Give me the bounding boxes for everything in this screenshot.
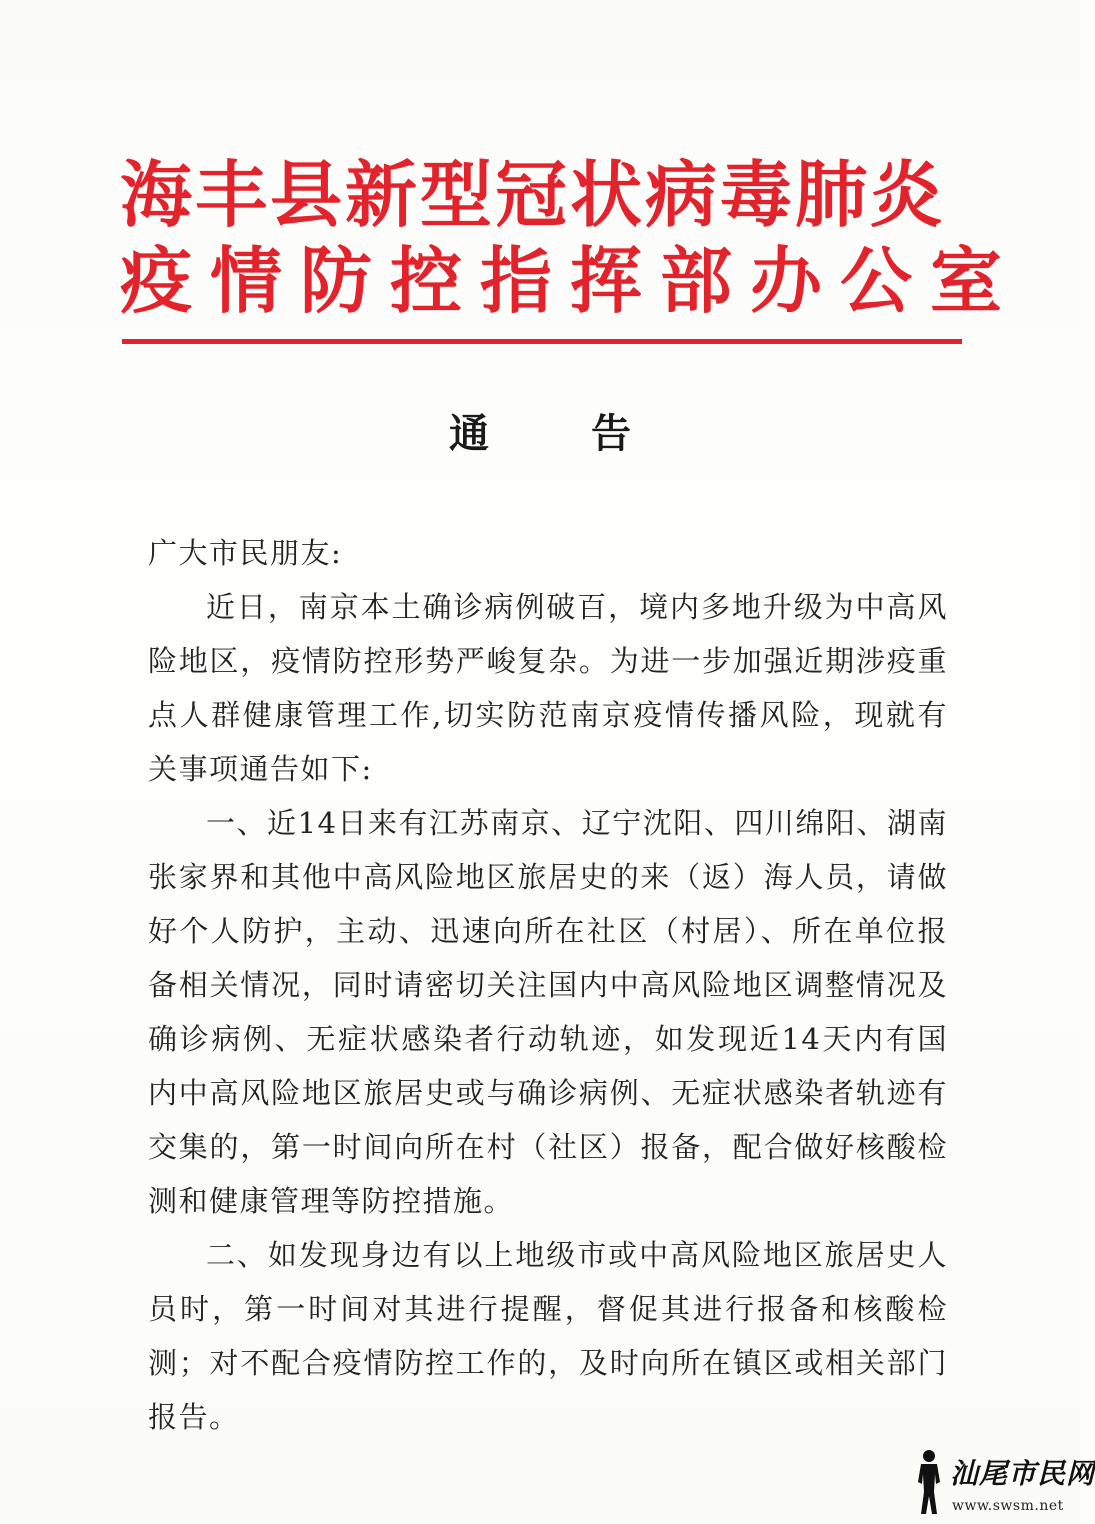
salutation: 广大市民朋友: — [148, 536, 343, 570]
issuer-title-line-1: 海丰县新型冠状病毒肺炎 — [120, 152, 946, 237]
paragraph-item-2: 二、如发现身边有以上地级市或中高风险地区旅居史人员时，第一时间对其进行提醒，督促其进行报备和核酸检测；对不配合疫情防控工作的，及时向所在镇区或相关部门报告。 — [148, 1238, 948, 1434]
notice-body — [148, 526, 948, 1444]
notice-title: 通 告 — [449, 410, 675, 457]
person-silhouette-icon — [912, 1448, 946, 1518]
watermark-brand: 汕尾市民网 — [950, 1457, 1095, 1490]
site-watermark — [912, 1448, 1095, 1518]
issuer-title-line-2: 疫情防控指挥部办公室 — [120, 238, 1021, 323]
watermark-url: www.swsm.net — [952, 1498, 1064, 1514]
paragraph-item-1: 一、近14日来有江苏南京、辽宁沈阳、四川绵阳、湖南张家界和其他中高风险地区旅居史的来（返）海人员，请做好个人防护，主动、迅速向所在社区（村居）、所在单位报备相关情况，同时请密切关注国内中高风险地区调整情况及确诊病例、无症状感染者行动轨迹，如发现近14天内有国内中高风险地区旅居史或与确诊病例、无症状感染者轨迹有交集的，第一时间向所在村（社区）报备，配合做好核酸检测和健康管理等防控措施。 — [148, 806, 948, 1218]
paragraph-intro: 近日，南京本土确诊病例破百，境内多地升级为中高风险地区，疫情防控形势严峻复杂。为进一步加强近期涉疫重点人群健康管理工作,切实防范南京疫情传播风险，现就有关事项通告如下: — [148, 590, 948, 786]
red-divider-line — [122, 339, 962, 344]
